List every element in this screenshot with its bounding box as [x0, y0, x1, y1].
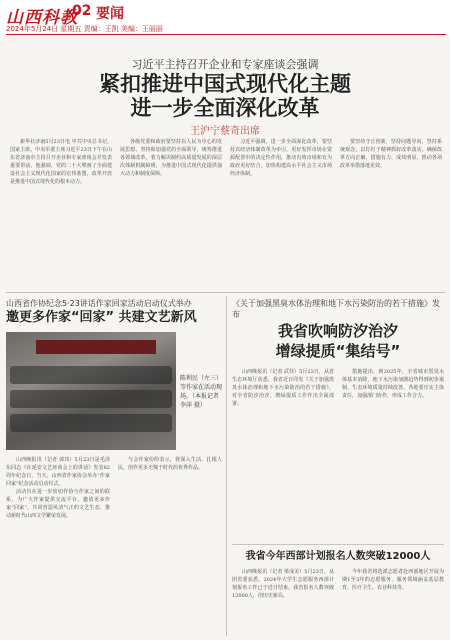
section-divider	[6, 292, 446, 293]
right-column	[342, 368, 444, 540]
right-kicker: 《关于加强黑臭水体治理和地下水污染防治的若干措施》发布	[232, 299, 440, 319]
left-paragraph: 山西晚报讯（记者 郭玮）5月23日是毛泽东同志《在延安文艺座谈会上的讲话》发表82周年纪念日，当天，山西省作家协会举办“作家回家”纪念活动启动仪式。	[6, 457, 110, 487]
lead-column	[230, 138, 332, 286]
lead-column	[340, 138, 442, 286]
bottom-headline: 我省今年西部计划报名人数突破12000人	[245, 551, 431, 562]
dateline: 2024年5月24日 星期五 责编：王凯 美编：王丽丽	[6, 25, 163, 33]
left-paragraph: 与会作家纷纷表示，将深入生活、扎根人民，创作更多无愧于时代的优秀作品。	[118, 457, 222, 471]
lead-paragraph: 各级党委和政府要坚持以人民为中心的发展思想，坚持和加强党的全面领导，统筹推进各领域改革，着力解决制约高质量发展的深层次体制机制障碍，为推进中国式现代化提供强大动力和制度保障。	[120, 139, 222, 177]
section-title: 要闻	[96, 6, 124, 22]
bottom-column	[342, 568, 444, 636]
column-divider	[226, 296, 227, 636]
left-kicker: 山西省作协纪念5·23讲话作家回家活动启动仪式举办	[6, 299, 192, 308]
right-paragraph: 措施提出，到2025年，全省城市黑臭水体基本消除，地下水污染加剧趋势得到初步遏制，生态环境质量持续改善。各地要压实主体责任，加强部门协作，形成工作合力。	[342, 369, 444, 399]
lead-headline-2: 进一步全面深化改革	[130, 96, 320, 120]
bottom-paragraph: 今年我省将选派志愿者赴西部地区开展为期1至3年的志愿服务，服务领域涵盖基层教育、医疗卫生、农业科技等。	[342, 569, 444, 591]
masthead-rule	[6, 34, 446, 35]
bottom-column	[232, 568, 334, 636]
right-paragraph: 山西晚报讯（记者 武佳）5月23日，从省生态环境厅获悉，我省近日印发《关于加强黑臭水体治理和地下水污染防治的若干措施》，对全省防汐治汐、增绿提质工作作出全面部署。	[232, 369, 334, 407]
left-column	[6, 456, 110, 636]
lead-paragraph: 新华社济南5月23日电 中共中央总书记、国家主席、中央军委主席习近平23日下午在山东省济南市主持召开企业和专家座谈会并发表重要讲话。他强调，党的二十大擘画了全面建设社会主义现代化国家的宏伟蓝图，改革开放是推进中国式现代化的根本动力。	[10, 139, 112, 185]
right-column	[232, 368, 334, 540]
lead-paragraph: 要坚持守正创新，坚持问题导向，坚持系统观念，以钉钉子精神抓好改革落实，确保改革方向正确、措施有力、成效明显，推动各项改革举措落地见效。	[340, 139, 442, 169]
right-headline-1: 我省吹响防汐治汐	[277, 322, 398, 340]
lead-column	[10, 138, 112, 286]
left-headline: 邀更多作家“回家” 共建文艺新风	[6, 310, 197, 325]
photo-banner	[36, 340, 156, 354]
bottom-paragraph: 山西晚报讯（记者 梁成美）5月23日，从团省委获悉，2024年大学生志愿服务西部计划报名工作已于近日结束，我省报名人数突破12000人，创历史新高。	[232, 569, 334, 599]
left-body	[6, 456, 222, 636]
bottom-body	[232, 568, 444, 636]
event-photo	[6, 332, 176, 450]
page-number: 02	[72, 3, 92, 19]
right-headline-2: 增绿提质“集结号”	[275, 342, 401, 360]
photo-caption: 陈利民（左三）等作家在活动现场。（本报记者 李萍 摄）	[180, 375, 223, 409]
photo-figures	[10, 366, 172, 384]
masthead	[0, 0, 450, 36]
lead-body	[10, 138, 442, 286]
right-body	[232, 368, 444, 540]
photo-figures	[10, 414, 172, 432]
photo-figures	[10, 390, 172, 408]
left-column	[118, 456, 222, 636]
lead-paragraph: 习近平强调，进一步全面深化改革，要坚持以经济体制改革为牵引，更好发挥市场在资源配置中的决定性作用，推动有效市场和有为政府更好结合，加快构建高水平社会主义市场经济体制。	[230, 139, 332, 177]
lead-byline: 王沪宁蔡奇出席	[190, 126, 260, 137]
lead-column	[120, 138, 222, 286]
lead-headline-1: 紧扣推进中国式现代化主题	[99, 72, 351, 96]
left-paragraph: 活动旨在进一步密切作协与作家之间的联系，为广大作家提供交流平台，邀请更多作家“回家”，共同营造风清气正的文艺生态，推动新时代山西文学繁荣发展。	[6, 489, 110, 519]
lead-kicker: 习近平主持召开企业和专家座谈会强调	[131, 58, 319, 71]
section-divider	[232, 544, 444, 545]
newspaper-logo: 山西科教	[6, 8, 78, 28]
